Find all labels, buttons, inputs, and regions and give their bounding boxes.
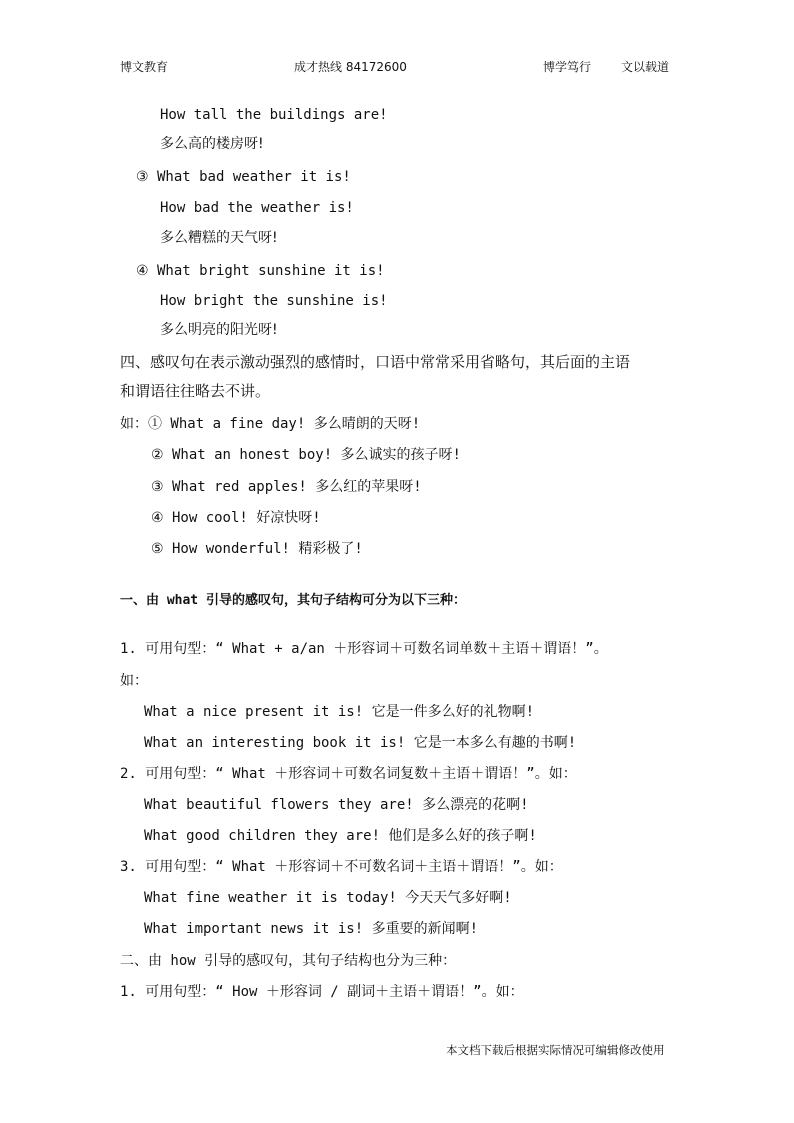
header-hotline: 成才热线 84172600	[294, 60, 407, 74]
header-motto-2: 文以载道	[621, 60, 670, 74]
text-line: 多么糟糕的天气呀!	[160, 230, 278, 246]
text-line: How tall the buildings are!	[160, 107, 388, 123]
text-line: 1. 可用句型：“ What + a/an ＋形容词＋可数名词单数＋主语＋谓语！”。	[120, 641, 608, 657]
text-line: ⑤ How wonderful! 精彩极了!	[151, 541, 363, 557]
text-line: ④ How cool! 好凉快呀!	[151, 510, 321, 526]
text-line: 四、感叹句在表示激动强烈的感情时，口语中常常采用省略句，其后面的主语	[120, 353, 631, 371]
text-line: What important news it is! 多重要的新闻啊!	[144, 921, 479, 937]
text-line: What beautiful flowers they are! 多么漂亮的花啊!	[144, 797, 529, 813]
text-line: ③ What red apples! 多么红的苹果呀!	[151, 479, 422, 495]
text-line: How bright the sunshine is!	[160, 293, 388, 309]
text-line: ② What an honest boy! 多么诚实的孩子呀!	[151, 447, 461, 463]
text-line: 1. 可用句型：“ How ＋形容词 / 副词＋主语＋谓语！”。如：	[120, 984, 524, 1000]
section-heading: 二、由 how 引导的感叹句，其句子结构也分为三种：	[120, 953, 457, 969]
header-motto-1: 博学笃行	[543, 60, 592, 74]
text-line: ③ What bad weather it is!	[136, 169, 351, 185]
text-line: 和谓语往往略去不讲。	[120, 382, 271, 400]
text-line: What a nice present it is! 它是一件多么好的礼物啊!	[144, 704, 535, 720]
text-line: 如：① What a fine day! 多么晴朗的天呀!	[120, 416, 421, 432]
text-line: How bad the weather is!	[160, 200, 354, 216]
text-line: What fine weather it is today! 今天天气多好啊!	[144, 890, 512, 906]
text-line: 多么明亮的阳光呀!	[160, 322, 278, 338]
section-heading: 一、由 what 引导的感叹句，其句子结构可分为以下三种：	[120, 593, 466, 608]
text-line: 2. 可用句型：“ What ＋形容词＋可数名词复数＋主语＋谓语！”。如：	[120, 766, 577, 782]
footer-note: 本文档下载后根据实际情况可编辑修改使用	[446, 1043, 665, 1057]
text-line: 3. 可用句型：“ What ＋形容词＋不可数名词＋主语＋谓语！”。如：	[120, 859, 563, 875]
text-line: What an interesting book it is! 它是一本多么有趣的书啊!	[144, 735, 577, 751]
header-motto	[543, 58, 669, 75]
text-line: ④ What bright sunshine it is!	[136, 263, 385, 279]
text-line: 多么高的楼房呀!	[160, 136, 264, 152]
text-line: What good children they are! 他们是多么好的孩子啊!	[144, 828, 537, 844]
header-left: 博文教育	[120, 60, 169, 74]
text-line: 如：	[120, 673, 148, 689]
